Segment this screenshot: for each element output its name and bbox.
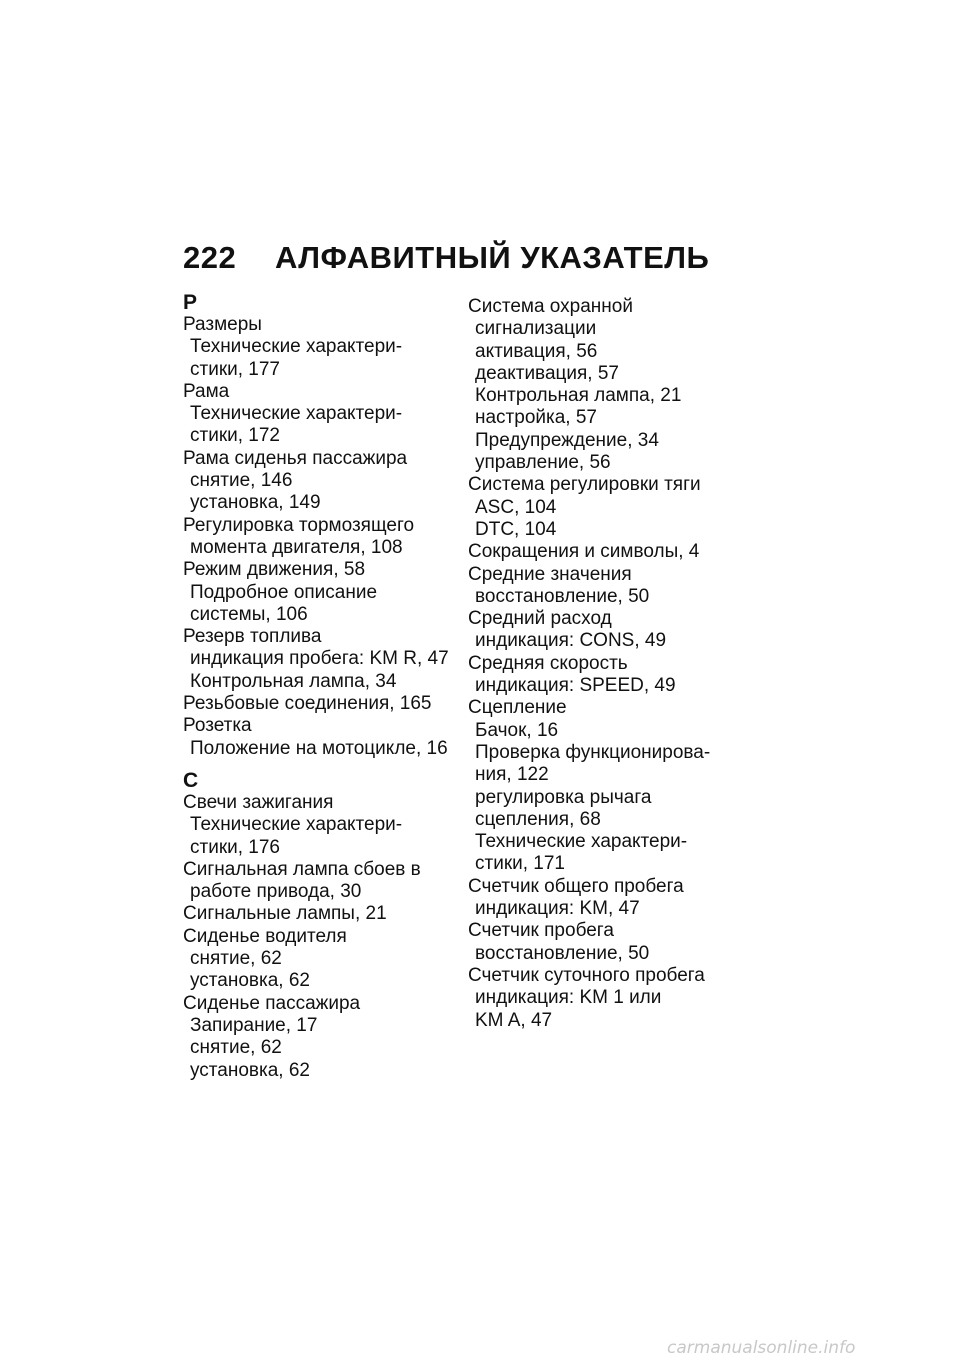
index-subentry: стики, 171 xyxy=(475,853,565,875)
index-term: Рама сиденья пассажира xyxy=(183,447,408,469)
page-title: АЛФАВИТНЫЙ УКАЗАТЕЛЬ xyxy=(275,240,710,275)
index-term: Размеры xyxy=(183,314,262,335)
index-entry xyxy=(183,792,473,859)
index-term: Сокращения и символы, 4 xyxy=(468,541,700,563)
index-subentry: Запирание, 17 xyxy=(190,1014,318,1036)
index-term: Система охранной xyxy=(468,296,633,317)
index-term: Сигнальные лампы, 21 xyxy=(183,903,387,925)
index-term: Счетчик пробега xyxy=(468,920,614,942)
index-subentry: Бачок, 16 xyxy=(475,719,559,741)
index-subentry: сцепления, 68 xyxy=(475,808,601,830)
index-subentry: стики, 172 xyxy=(190,425,280,447)
index-term: Резьбовые соединения, 165 xyxy=(183,693,432,715)
index-letter-heading: Р xyxy=(183,291,198,314)
index-column-left xyxy=(183,292,473,1082)
index-term: Рама xyxy=(183,380,230,402)
index-subentry: KM A, 47 xyxy=(475,1009,553,1031)
index-subentry: Предупреждение, 34 xyxy=(475,429,659,451)
index-entry xyxy=(183,381,473,448)
index-subentry: стики, 176 xyxy=(190,836,280,858)
index-subentry: индикация: KM, 47 xyxy=(475,898,640,920)
index-term: Режим движения, 58 xyxy=(183,559,366,581)
index-subentry: деактивация, 57 xyxy=(475,362,619,384)
index-subentry: Подробное описание xyxy=(190,581,378,603)
index-term: Система регулировки тяги xyxy=(468,474,701,496)
index-entry xyxy=(468,564,758,609)
index-entry xyxy=(183,903,473,925)
index-subentry: стики, 177 xyxy=(190,358,280,380)
index-subentry: ASC, 104 xyxy=(475,496,557,518)
index-term: Средние значения xyxy=(468,563,632,585)
index-entry xyxy=(468,965,758,1032)
index-term: Сцепление xyxy=(468,697,567,719)
index-letter-heading: С xyxy=(183,768,199,792)
index-subentry: управление, 56 xyxy=(475,452,611,474)
index-subentry: Контрольная лампа, 21 xyxy=(475,385,682,407)
index-term: Средний расход xyxy=(468,608,612,630)
index-entry xyxy=(468,920,758,965)
index-entry xyxy=(468,697,758,875)
index-entry xyxy=(468,296,758,474)
index-subentry: установка, 149 xyxy=(190,492,321,514)
index-entry xyxy=(183,626,473,693)
index-entry xyxy=(183,859,473,904)
page-number: 222 xyxy=(183,240,237,275)
index-subentry: установка, 62 xyxy=(190,970,310,992)
index-entry xyxy=(183,926,473,993)
index-subentry: DTC, 104 xyxy=(475,518,557,540)
index-subentry: индикация: KM 1 или xyxy=(475,987,662,1009)
index-term: Сиденье водителя xyxy=(183,925,347,947)
index-entry xyxy=(468,474,758,541)
index-entry xyxy=(183,515,473,560)
index-subentry: системы, 106 xyxy=(190,603,308,625)
index-subentry: снятие, 62 xyxy=(190,948,282,970)
index-subentry: снятие, 146 xyxy=(190,470,293,492)
index-subentry: Технические характери- xyxy=(190,814,403,836)
index-term: Счетчик общего пробега xyxy=(468,875,684,897)
index-subentry: ния, 122 xyxy=(475,764,549,786)
index-entry xyxy=(468,876,758,921)
index-entry xyxy=(183,993,473,1082)
index-entry xyxy=(468,541,758,563)
index-subentry: Проверка функционирова- xyxy=(475,741,711,763)
index-subentry: настройка, 57 xyxy=(475,407,597,429)
index-entry xyxy=(183,314,473,381)
index-entry xyxy=(183,693,473,715)
index-subentry: активация, 56 xyxy=(475,340,598,362)
index-entry xyxy=(183,715,473,760)
index-term: Розетка xyxy=(183,715,252,737)
index-subentry: Технические характери- xyxy=(190,403,403,425)
page-header xyxy=(183,240,709,276)
index-subentry: регулировка рычага xyxy=(475,786,652,808)
index-subentry: сигнализации xyxy=(475,318,597,340)
index-subentry: индикация: SPEED, 49 xyxy=(475,675,676,697)
index-subentry: Положение на мотоцикле, 16 xyxy=(190,737,448,759)
index-subentry: установка, 62 xyxy=(190,1059,310,1081)
index-subentry: Контрольная лампа, 34 xyxy=(190,670,397,692)
index-term: Сиденье пассажира xyxy=(183,992,361,1014)
index-subentry: индикация пробега: KM R, 47 xyxy=(190,648,449,670)
index-subentry: восстановление, 50 xyxy=(475,942,650,964)
index-term: Средняя скорость xyxy=(468,652,628,674)
index-entry xyxy=(183,448,473,515)
index-subentry: снятие, 62 xyxy=(190,1037,282,1059)
index-column-right xyxy=(468,296,758,1032)
index-term: Регулировка тормозящего xyxy=(183,514,415,536)
index-entry xyxy=(183,559,473,626)
index-term: Резерв топлива xyxy=(183,626,322,648)
index-subentry: работе привода, 30 xyxy=(190,881,362,903)
index-subentry: индикация: CONS, 49 xyxy=(475,630,667,652)
index-entry xyxy=(468,653,758,698)
index-subentry: Технические характери- xyxy=(190,336,403,358)
index-term: Сигнальная лампа сбоев в xyxy=(183,858,421,880)
index-entry xyxy=(468,608,758,653)
index-term: Счетчик суточного пробега xyxy=(468,964,705,986)
index-subentry: восстановление, 50 xyxy=(475,585,650,607)
index-term: Свечи зажигания xyxy=(183,791,334,813)
index-subentry: момента двигателя, 108 xyxy=(190,536,403,558)
watermark: carmanualsonline.info xyxy=(667,1338,856,1358)
index-subentry: Технические характери- xyxy=(475,831,688,853)
